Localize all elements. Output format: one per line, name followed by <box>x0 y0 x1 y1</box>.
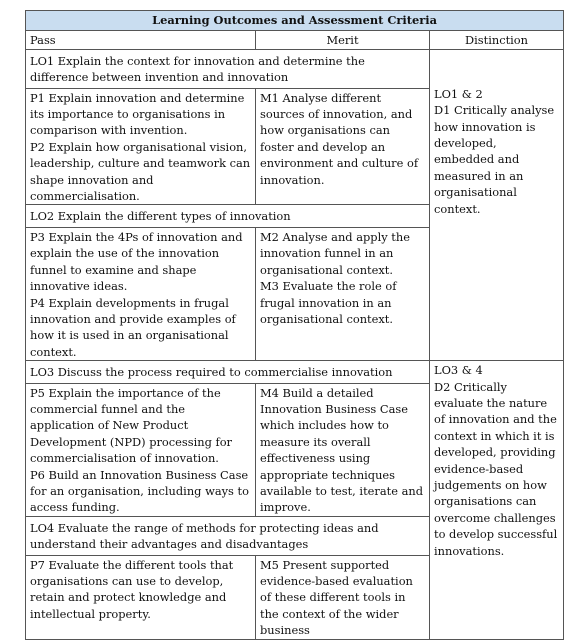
criterion-p4: P4 Explain developments in frugal innovation and provide examples of how it is used in an organisational context. <box>30 295 236 359</box>
lo1-pass-cell <box>26 88 256 205</box>
lo3-heading: LO3 Discuss the process required to commercialise innovation <box>26 361 430 383</box>
lo4-merit-cell <box>256 555 430 639</box>
header-merit: Merit <box>256 31 430 49</box>
lo4-pass-cell <box>26 555 256 639</box>
assessment-criteria-table <box>25 10 564 640</box>
title-row <box>26 11 564 31</box>
criterion-p3: P3 Explain the 4Ps of innovation and explain the use of the innovation funnel to examine and shape innovative ideas. <box>30 229 243 294</box>
lo1-heading-row <box>26 49 564 88</box>
criterion-m2: M2 Analyse and apply the innovation funnel in an organisational context. <box>260 229 410 277</box>
distinction-1-heading: LO1 & 2 <box>434 86 483 101</box>
criterion-p2: P2 Explain how organisational vision, leadership, culture and teamwork can shape innovation and commercialisation. <box>30 139 251 204</box>
criterion-p1: P1 Explain innovation and determine its importance to organisations in comparison with invention. <box>30 90 245 138</box>
criterion-m1: M1 Analyse different sources of innovation, and how organisations can foster and develop an environment and culture of innovation. <box>260 90 419 187</box>
lo2-merit-cell <box>256 227 430 360</box>
criterion-p5: P5 Explain the importance of the commercial funnel and the application of New Product Development (NPD) processing for commercialisation of innovation. <box>30 385 233 466</box>
lo3-pass-cell <box>26 383 256 516</box>
criterion-p6: P6 Build an Innovation Business Case for an organisation, including ways to access funding. <box>30 467 249 515</box>
distinction-lo1-lo2-cell <box>430 49 564 360</box>
distinction-1-text: D1 Critically analyse how innovation is developed, embedded and measured in an organisational context. <box>434 103 555 216</box>
distinction-2-heading: LO3 & 4 <box>434 363 483 378</box>
lo1-merit-cell <box>256 88 430 205</box>
criterion-m3: M3 Evaluate the role of frugal innovation in an organisational context. <box>260 279 397 326</box>
lo1-heading: LO1 Explain the context for innovation and determine the difference between invention and innovation <box>26 49 430 88</box>
distinction-lo3-lo4-cell <box>430 361 564 640</box>
lo4-heading: LO4 Evaluate the range of methods for protecting ideas and understand their advantages and disadvantages <box>26 516 430 555</box>
lo2-pass-cell <box>26 227 256 360</box>
header-pass: Pass <box>26 31 256 49</box>
table-title: Learning Outcomes and Assessment Criteria <box>26 11 564 31</box>
criterion-p7: P7 Evaluate the different tools that organisations can use to develop, retain and protect knowledge and intellectual property. <box>30 557 234 621</box>
criterion-m4: M4 Build a detailed Innovation Business Case which includes how to measure its overall effectiveness using appropriate techniques available to test, iterate and improve. <box>260 385 423 515</box>
criterion-m5: M5 Present supported evidence-based evaluation of these different tools in the context of the wider business <box>260 557 413 638</box>
lo2-heading: LO2 Explain the different types of innovation <box>26 205 430 227</box>
lo3-merit-cell <box>256 383 430 516</box>
header-distinction: Distinction <box>430 31 564 49</box>
lo3-heading-row <box>26 361 564 383</box>
header-row <box>26 31 564 49</box>
distinction-2-text: D2 Critically evaluate the nature of innovation and the context in which it is developed, providing evidence-based judgements on how organisations can overcome challenges to develop successful innovations. <box>434 379 558 558</box>
